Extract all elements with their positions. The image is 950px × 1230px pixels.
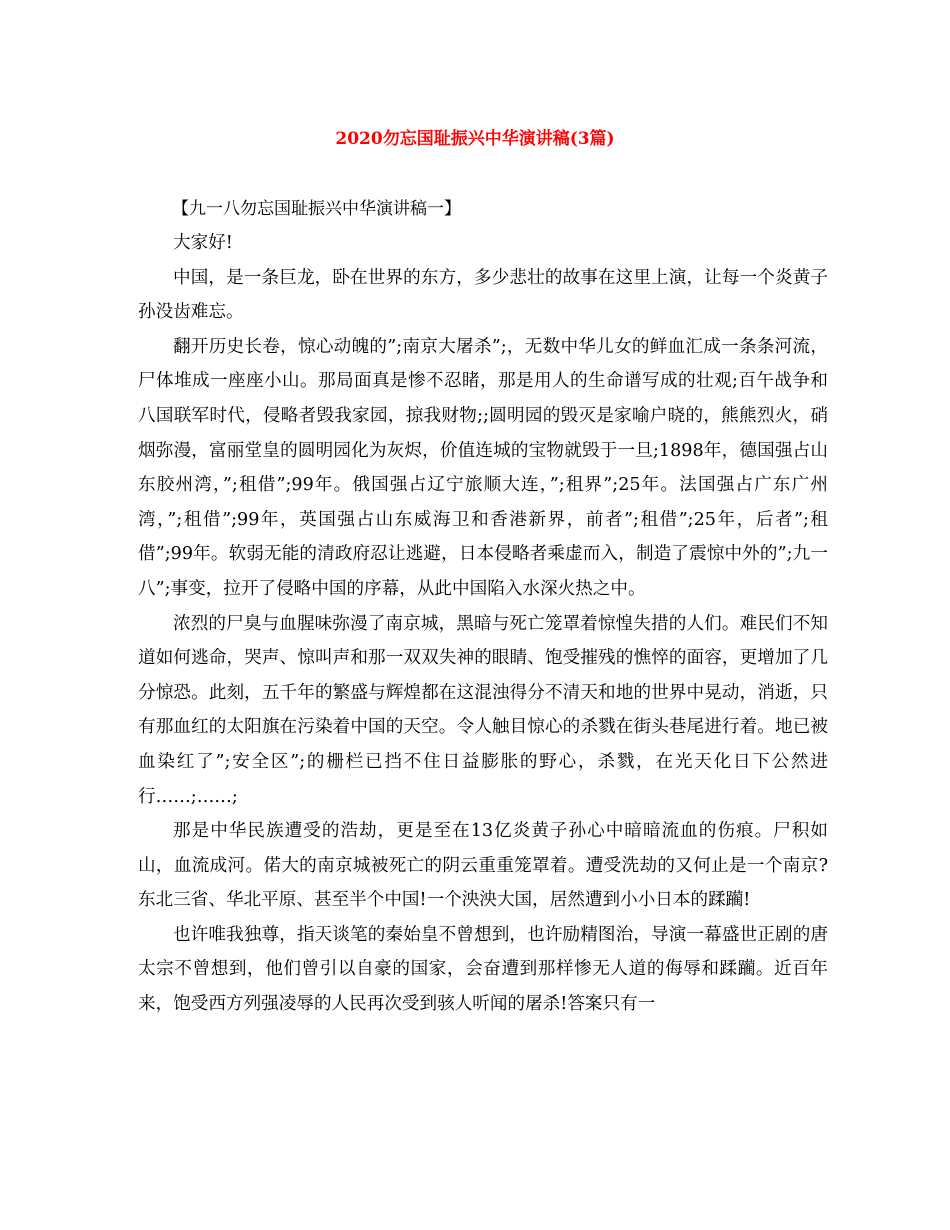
paragraph: 翻开历史长卷，惊心动魄的”;南京大屠杀”;，无数中华儿女的鲜血汇成一条条河流，尸体堆成一座座小山。那局面真是惨不忍睹，那是用人的生命谱写成的壮观;百午战争和八国联军时代，侵略者毁我家园，掠我财物;;圆明园的毁灭是家喻户晓的，熊熊烈火，硝烟弥漫，富丽堂皇的圆明园化为灰烬，价值连城的宝物就毁于一旦;1898年，德国强占山东胶州湾，”;租借”;99年。俄国强占辽宁旅顺大连，”;租界”;25年。法国强占广东广州湾，”;租借”;99年，英国强占山东威海卫和香港新界，前者”;租借”;25年，后者”;租借”;99年。软弱无能的清政府忍让逃避，日本侵略者乘虚而入，制造了震惊中外的”;九一八”;事变，拉开了侵略中国的序幕，从此中国陷入水深火热之中。: [138, 336, 828, 599]
document-title: 2020勿忘国耻振兴中华演讲稿(3篇): [335, 129, 615, 149]
section-heading: 【九一八勿忘国耻振兴中华演讲稿一】: [172, 199, 461, 219]
paragraph: 浓烈的尸臭与血腥味弥漫了南京城，黑暗与死亡笼罩着惊惶失措的人们。难民们不知道如何逃命，哭声、惊叫声和那一双双失神的眼睛、饱受摧残的憔悴的面容，更增加了几分惊恐。此刻，五千年的繁盛与辉煌都在这混浊得分不清天和地的世界中晃动，消逝，只有那血红的太阳旗在污染着中国的天空。令人触目惊心的杀戮在街头巷尾进行着。地已被血染红了”;安全区”;的栅栏已挡不住日益膨胀的野心，杀戮，在光天化日下公然进行……;……;: [138, 613, 828, 807]
paragraph: 中国，是一条巨龙，卧在世界的东方，多少悲壮的故事在这里上演，让每一个炎黄子孙没齿难忘。: [138, 267, 828, 323]
document-body: [138, 226, 828, 1022]
paragraph: 那是中华民族遭受的浩劫，更是至在13亿炎黄子孙心中暗暗流血的伤痕。尸积如山，血流成河。偌大的南京城被死亡的阴云重重笼罩着。遭受洗劫的又何止是一个南京?东北三省、华北平原、甚至半个中国!一个泱泱大国，居然遭到小小日本的蹂躏!: [138, 821, 828, 911]
paragraph-greeting: 大家好!: [173, 233, 233, 253]
paragraph: 也许唯我独尊，指天谈笔的秦始皇不曾想到，也许励精图治，导演一幕盛世正剧的唐太宗不曾想到，他们曾引以自豪的国家，会奋遭到那样惨无人道的侮辱和蹂躏。近百年来，饱受西方列强凌辱的人民再次受到骇人听闻的屠杀!答案只有一: [138, 924, 828, 1015]
